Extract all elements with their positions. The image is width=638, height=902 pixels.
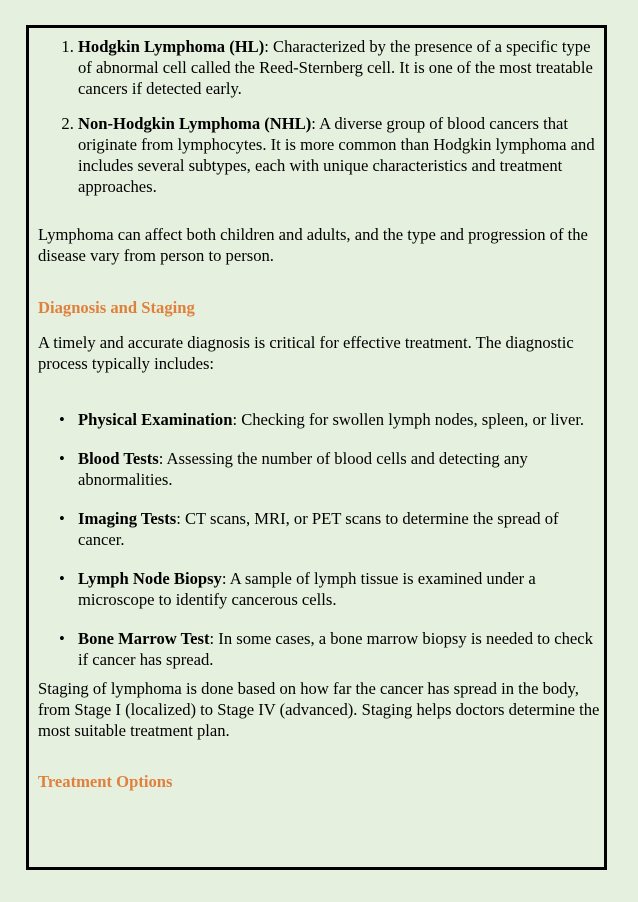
- bullet-icon: •: [59, 449, 65, 468]
- description-blood-tests: : Assessing the number of blood cells and detecting any abnormalities.: [78, 449, 528, 489]
- list-item-blood-tests: [59, 448, 604, 490]
- document-body: [38, 36, 604, 792]
- diagnostic-steps-list: [38, 409, 604, 670]
- description-hodgkin: : Characterized by the presence of a specific type of abnormal cell called the Reed-Sternberg cell. It is one of the most treatable cancers if detected early.: [78, 37, 593, 98]
- description-non-hodgkin: : A diverse group of blood cancers that originate from lymphocytes. It is more common than Hodgkin lymphoma and includes several subtypes, each with unique characteristics and treatment approaches.: [78, 114, 595, 196]
- description-lymph-node-biopsy: : A sample of lymph tissue is examined under a microscope to identify cancerous cells.: [78, 569, 536, 609]
- bullet-icon: •: [59, 629, 65, 648]
- lymphoma-types-list: [38, 36, 604, 197]
- term-lymph-node-biopsy: Lymph Node Biopsy: [78, 569, 222, 588]
- list-item-hodgkin: [78, 36, 604, 99]
- list-item-bone-marrow-test: [59, 628, 604, 670]
- description-physical-exam: : Checking for swollen lymph nodes, spleen, or liver.: [232, 410, 585, 429]
- term-blood-tests: Blood Tests: [78, 449, 159, 468]
- term-physical-exam: Physical Examination: [78, 410, 233, 429]
- bullet-icon: •: [59, 410, 65, 429]
- term-bone-marrow-test: Bone Marrow Test: [78, 629, 210, 648]
- diagnosis-intro-paragraph: A timely and accurate diagnosis is critical for effective treatment. The diagnostic process typically includes:: [38, 333, 574, 373]
- bullet-icon: •: [59, 569, 65, 588]
- bullet-icon: •: [59, 509, 65, 528]
- list-item-lymph-node-biopsy: [59, 568, 604, 610]
- staging-paragraph: Staging of lymphoma is done based on how far the cancer has spread in the body, from Stage I (localized) to Stage IV (advanced). Staging helps doctors determine the most suitable treatment plan.: [38, 679, 600, 740]
- term-imaging-tests: Imaging Tests: [78, 509, 177, 528]
- section-heading-treatment: Treatment Options: [38, 772, 173, 791]
- section-heading-diagnosis: Diagnosis and Staging: [38, 298, 195, 317]
- term-non-hodgkin: Non-Hodgkin Lymphoma (NHL): [78, 114, 312, 133]
- description-bone-marrow-test: : In some cases, a bone marrow biopsy is needed to check if cancer has spread.: [78, 629, 593, 669]
- list-item-non-hodgkin: [78, 113, 604, 197]
- list-item-physical-exam: [59, 409, 604, 430]
- term-hodgkin: Hodgkin Lymphoma (HL): [78, 37, 265, 56]
- description-imaging-tests: : CT scans, MRI, or PET scans to determine the spread of cancer.: [78, 509, 559, 549]
- intro-paragraph: Lymphoma can affect both children and adults, and the type and progression of the disease vary from person to person.: [38, 225, 588, 265]
- list-item-imaging-tests: [59, 508, 604, 550]
